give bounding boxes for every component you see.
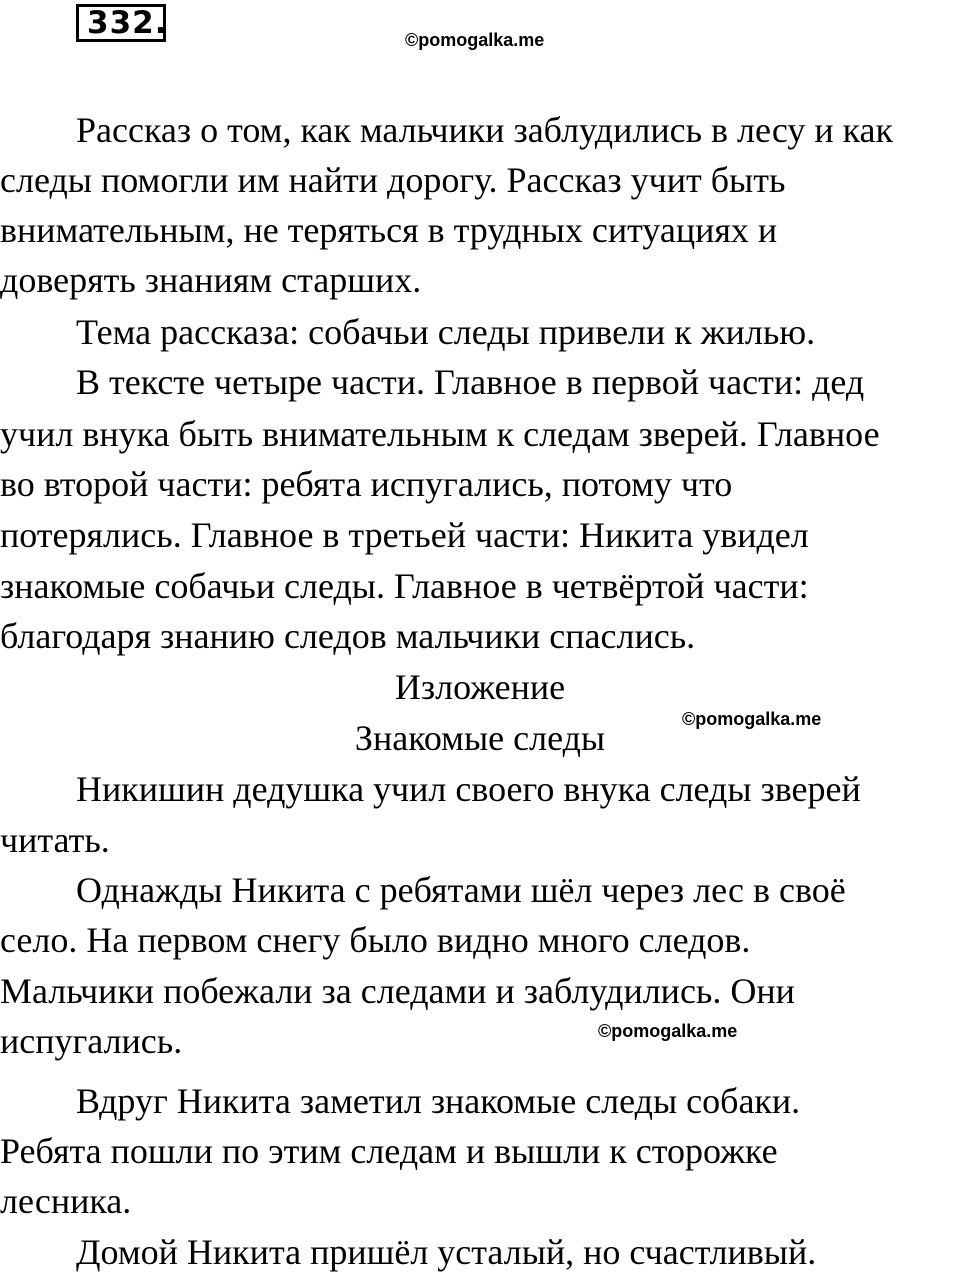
text-line: читать.	[0, 820, 110, 860]
text-line: следы помогли им найти дорогу. Рассказ учит быть	[0, 160, 786, 200]
exercise-number: 332.	[76, 4, 166, 42]
watermark: ©pomogalka.me	[598, 1021, 738, 1041]
text-line: Рассказ о том, как мальчики заблудились в лесу и как	[76, 110, 894, 150]
text-line: село. На первом снегу было видно много следов.	[0, 920, 751, 960]
text-line: Вдруг Никита заметил знакомые следы собаки.	[76, 1081, 801, 1121]
text-line: Ребята пошли по этим следам и вышли к сторожке	[0, 1131, 778, 1171]
text-line: Мальчики побежали за следами и заблудились. Они	[0, 971, 795, 1011]
essay-heading: Изложение	[394, 667, 566, 707]
watermark: ©pomogalka.me	[405, 30, 545, 50]
text-line: внимательным, не теряться в трудных ситуациях и	[0, 210, 778, 250]
text-line: Домой Никита пришёл усталый, но счастливый.	[76, 1232, 817, 1272]
text-line: Никишин дедушка учил своего внука следы зверей	[76, 769, 861, 809]
text-line: потерялись. Главное в третьей части: Никита увидел	[0, 515, 809, 555]
text-line: испугались.	[0, 1021, 183, 1061]
text-line: доверять знаниям старших.	[0, 260, 422, 300]
text-line: учил внука быть внимательным к следам зверей. Главное	[0, 414, 880, 454]
text-line: знакомые собачьи следы. Главное в четвёртой части:	[0, 566, 809, 606]
text-line: благодаря знанию следов мальчики спаслись.	[0, 616, 696, 656]
text-line: В тексте четыре части. Главное в первой части: дед	[76, 362, 865, 402]
text-line: Тема рассказа: собачьи следы привели к жилью.	[76, 312, 816, 352]
text-line: лесника.	[0, 1181, 132, 1221]
text-line: во второй части: ребята испугались, потому что	[0, 464, 733, 504]
text-line: Однажды Никита с ребятами шёл через лес в своё	[76, 870, 846, 910]
essay-title: Знакомые следы	[354, 718, 606, 758]
watermark: ©pomogalka.me	[682, 709, 822, 729]
